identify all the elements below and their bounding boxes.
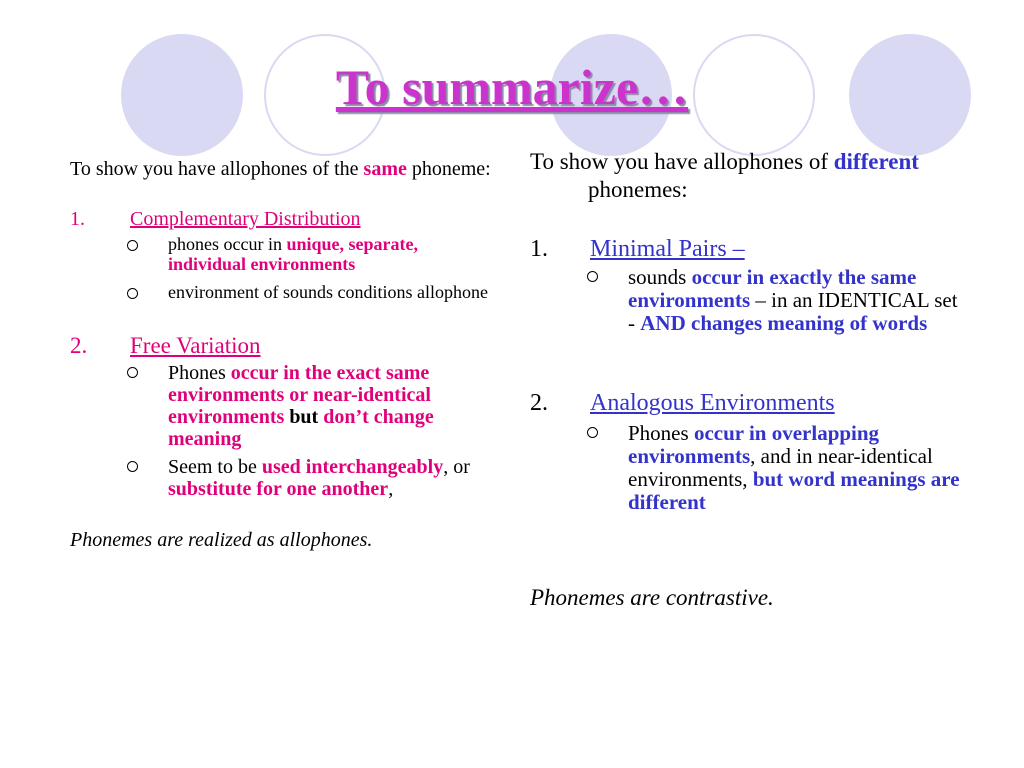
left-column bbox=[70, 157, 500, 552]
bullet-highlight: occur in the exact same environments or near-identical environments bbox=[168, 361, 431, 428]
bullet-highlight: used interchangeably bbox=[261, 455, 444, 478]
right-item-2 bbox=[530, 389, 960, 418]
minimal-pairs-link[interactable]: Minimal Pairs – bbox=[590, 236, 745, 263]
complementary-distribution-link[interactable]: Complementary Distribution bbox=[130, 208, 361, 230]
circle-bullet-icon bbox=[127, 288, 138, 299]
bullet-highlight: but word meanings are different bbox=[628, 467, 960, 515]
bullet-highlight: AND changes meaning of words bbox=[640, 311, 928, 336]
circle-bullet-icon bbox=[127, 240, 138, 251]
left-item-2-bullets bbox=[70, 362, 500, 500]
bullet-text: environment of sounds conditions allophone bbox=[168, 281, 488, 302]
list-item bbox=[127, 283, 500, 303]
right-intro bbox=[530, 148, 960, 203]
left-item-1 bbox=[70, 207, 500, 231]
right-intro-suffix: phonemes: bbox=[588, 176, 688, 202]
circle-bullet-icon bbox=[127, 461, 138, 472]
right-closing-statement: Phonemes are contrastive. bbox=[530, 585, 774, 611]
list-item bbox=[127, 456, 500, 500]
left-intro-highlight: same bbox=[363, 158, 407, 180]
left-closing-statement: Phonemes are realized as allophones. bbox=[70, 528, 373, 551]
right-intro-highlight: different bbox=[833, 149, 919, 174]
circle-bullet-icon bbox=[587, 271, 598, 282]
item-number: 1. bbox=[530, 236, 548, 263]
right-item-1 bbox=[530, 235, 960, 264]
left-intro bbox=[70, 157, 500, 181]
free-variation-link[interactable]: Free Variation bbox=[130, 333, 261, 359]
left-item-2 bbox=[70, 332, 500, 360]
circle-bullet-icon bbox=[127, 367, 138, 378]
list-item bbox=[587, 266, 960, 335]
right-intro-text: To show you have allophones of bbox=[530, 149, 834, 174]
item-number: 2. bbox=[70, 333, 88, 359]
slide-title: To summarize… bbox=[335, 59, 689, 115]
left-item-1-bullets bbox=[70, 235, 500, 302]
left-intro-suffix: phoneme: bbox=[406, 158, 491, 180]
right-item-1-bullets bbox=[530, 266, 960, 335]
bullet-text: phones occur in bbox=[168, 234, 287, 254]
bullet-highlight: unique, separate, individual environments bbox=[168, 234, 418, 274]
bullet-text: but bbox=[284, 405, 319, 428]
bullet-highlight: don’t change meaning bbox=[168, 405, 434, 450]
left-intro-text: To show you have allophones of the bbox=[70, 158, 364, 180]
bullet-text: , and in near-identical environments, bbox=[628, 444, 933, 492]
circle-bullet-icon bbox=[587, 427, 598, 438]
bullet-highlight: substitute for one another bbox=[168, 477, 389, 500]
analogous-environments-link[interactable]: Analogous Environments bbox=[590, 390, 835, 417]
list-item bbox=[587, 422, 960, 514]
bullet-text: Phones bbox=[628, 421, 694, 446]
list-item bbox=[127, 235, 500, 275]
right-column bbox=[530, 148, 960, 612]
bullet-text: , or bbox=[443, 455, 470, 478]
item-number: 1. bbox=[70, 208, 85, 230]
list-item bbox=[127, 362, 500, 450]
bullet-text: – in an IDENTICAL set - bbox=[628, 288, 958, 336]
bullet-highlight: occur in exactly the same environments bbox=[628, 264, 917, 313]
bullet-text: Phones bbox=[168, 361, 231, 384]
bullet-text: , bbox=[388, 477, 394, 500]
bullet-text: Seem to be bbox=[168, 455, 262, 478]
bullet-text: sounds bbox=[628, 264, 692, 289]
item-number: 2. bbox=[530, 390, 548, 417]
bullet-highlight: occur in overlapping environments bbox=[628, 421, 880, 469]
right-item-2-bullets bbox=[530, 422, 960, 514]
